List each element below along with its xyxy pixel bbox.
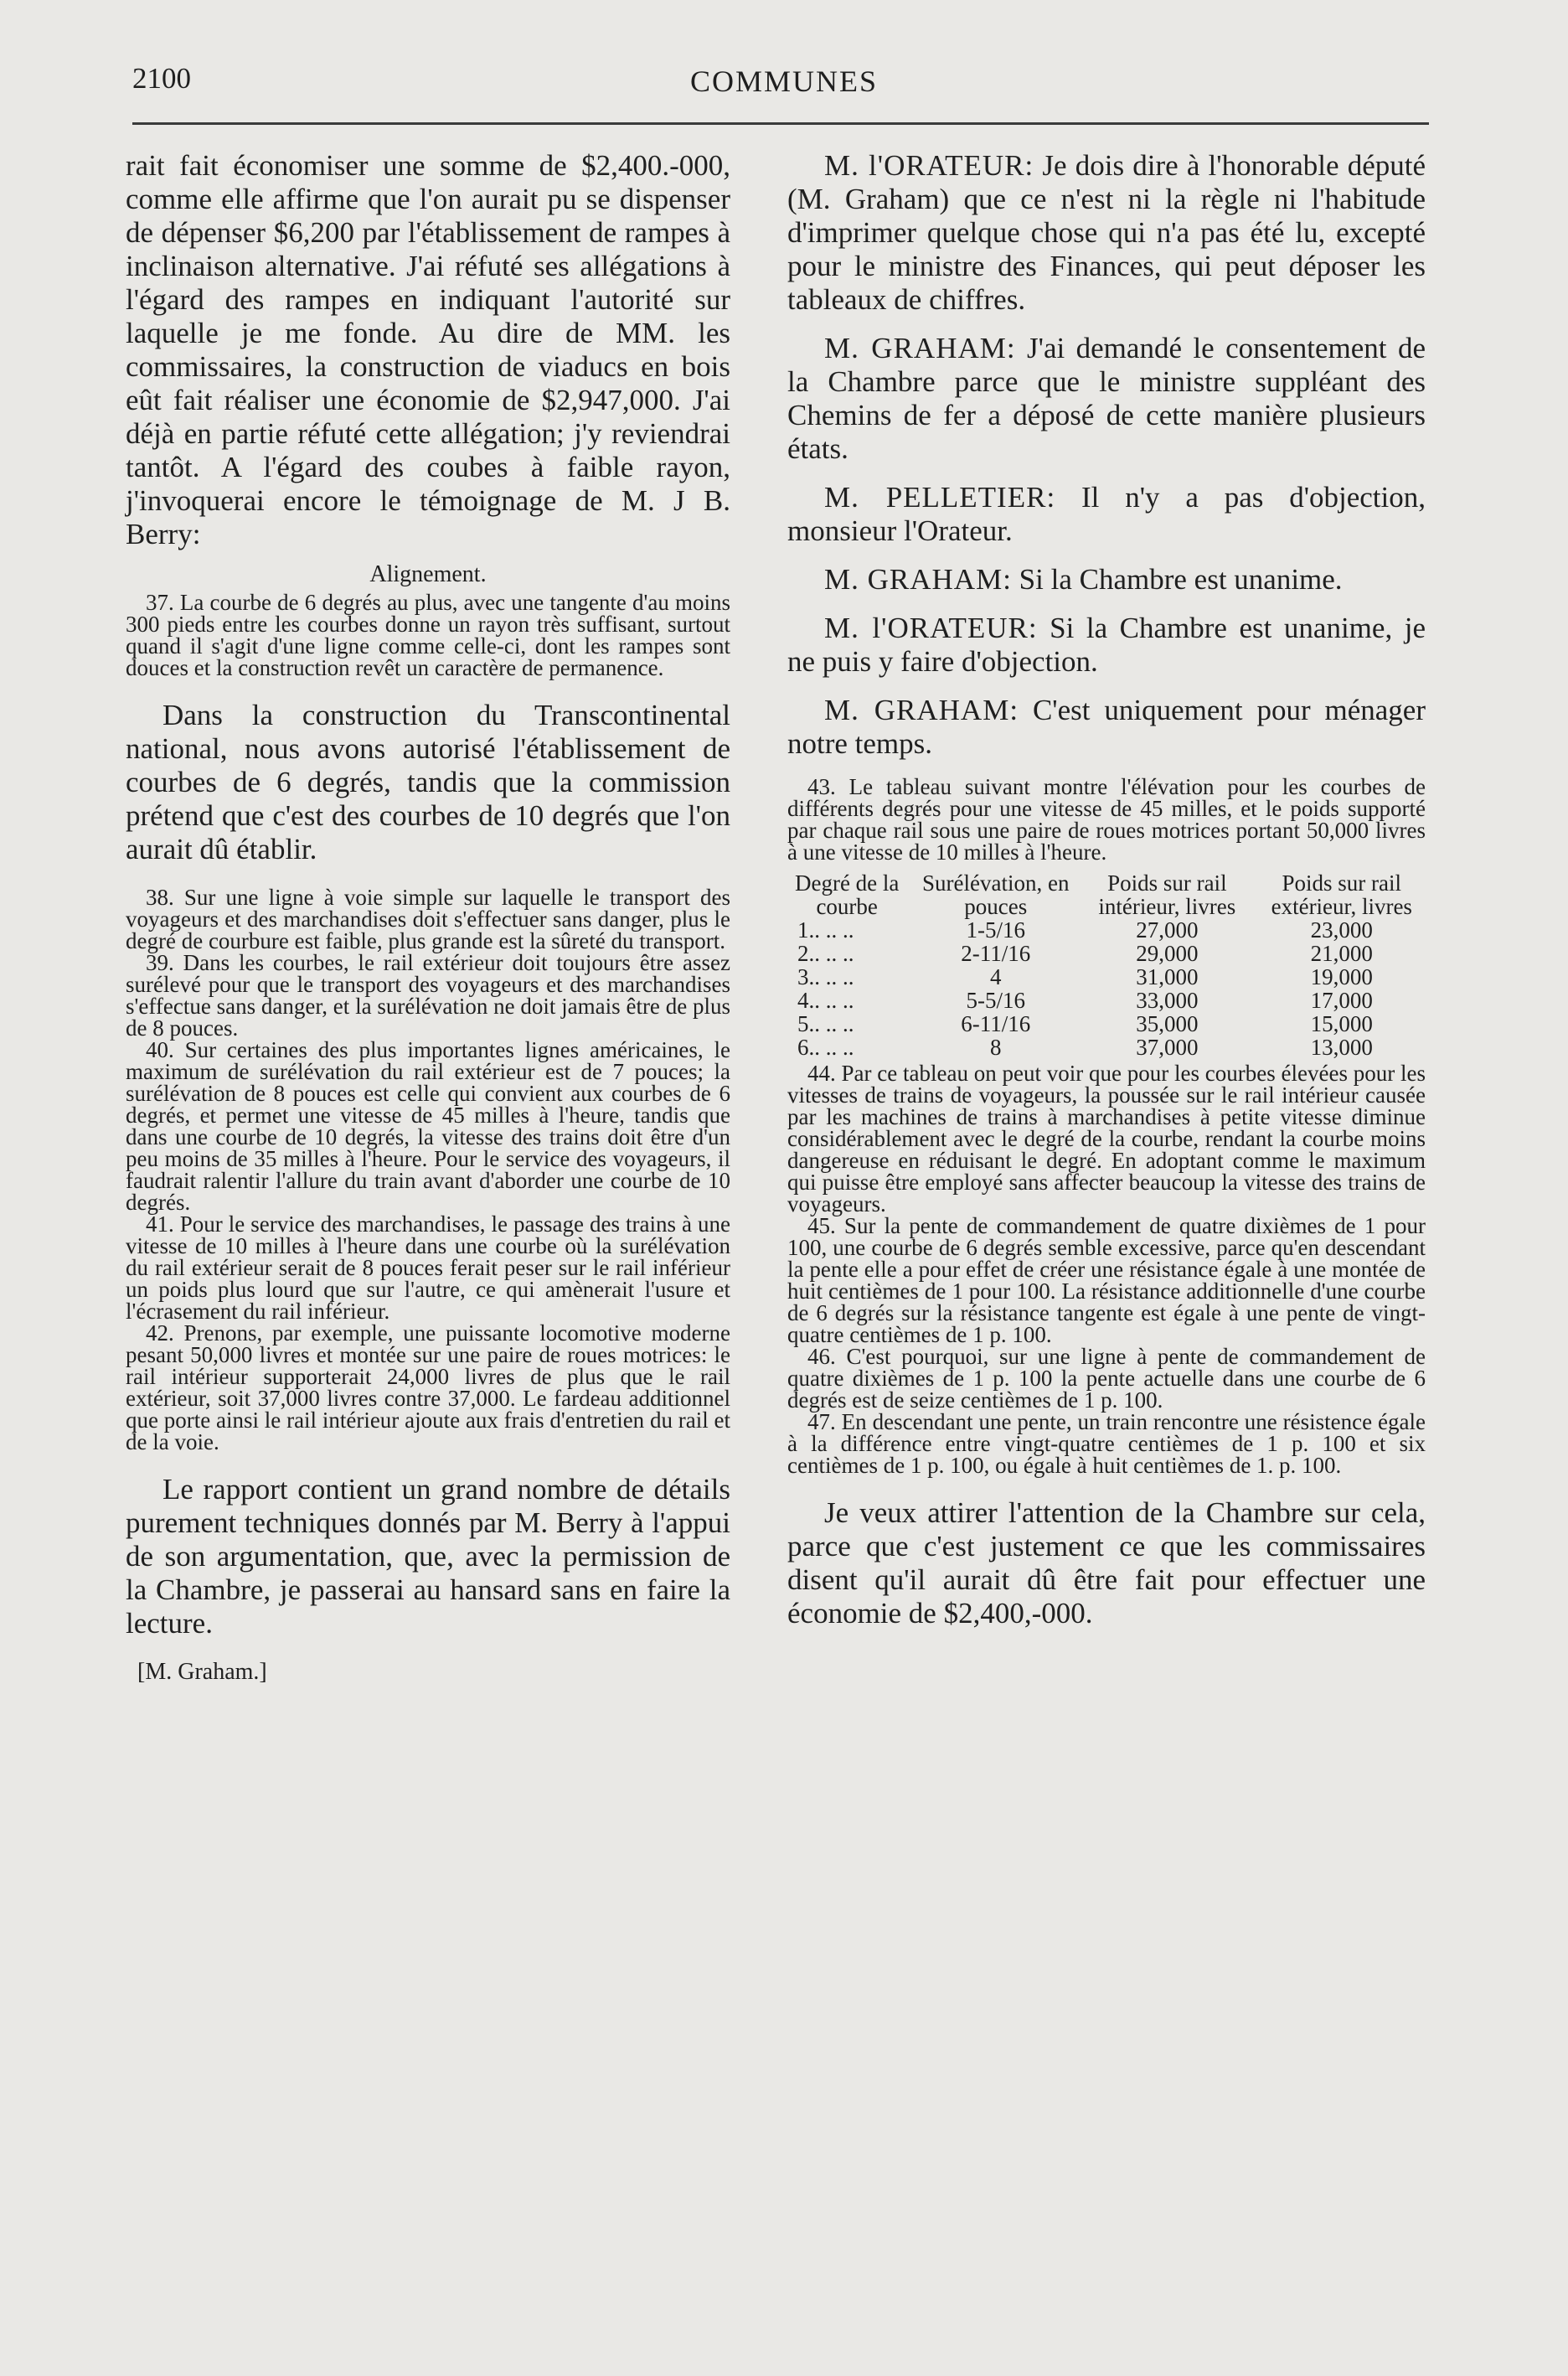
table-cell: 2.. .. .. (797, 941, 854, 966)
extract-item-43: 43. Le tableau suivant montre l'élévation pour les courbes de différents degrés pour une vitesse de 45 milles, et le poids supporté par chaque rail sous une paire de roues motrices portant 50,000 livres à une vitesse de 10 milles à l'heure. (787, 774, 1426, 865)
speech-text: Si la Chambre est unanime. (1019, 563, 1343, 596)
speech-paragraph: Dans la construction du Transcontinental national, nous avons autorisé l'établissement de courbes de 6 degrés, tandis que la commission prétend que c'est des courbes de 10 degrés que l'on aurait dû établir. (126, 699, 730, 865)
table-row (782, 1012, 1429, 1036)
page-number: 2100 (132, 62, 191, 95)
speech-orateur (787, 612, 1426, 679)
extract-item-39: 39. Dans les courbes, le rail extérieur doit toujours être assez surélevé pour que le transport des voyageurs et des marchandises s'effectue sans danger, et la surélévation ne doit jamais être de plus de 8 pouces. (126, 950, 730, 1041)
table-cell: 2-11/16 (961, 941, 1031, 966)
table-row (782, 965, 1429, 989)
right-column (787, 149, 1426, 1630)
superelevation-table (782, 871, 1429, 1059)
table-cell: 17,000 (1310, 988, 1373, 1013)
speech-text: Je dois dire à l'honorable député (M. Graham) que ce n'est ni la règle ni l'habitude d'imprimer quelque chose qui n'a pas été lu, excepté pour le ministre des Finances, qui peut déposer les tableaux de chiffres. (787, 149, 1426, 316)
table-row (782, 989, 1429, 1012)
extract-item-40: 40. Sur certaines des plus importantes lignes américaines, le maximum de surélévation du rail extérieur est de 7 pouces; la surélévation de 8 pouces est celle qui convient aux courbes de 6 degrés, et permet une vitesse de 45 milles à l'heure, tandis que dans une courbe de 10 degrés, la vitesse des trains doit être d'un peu moins de 35 milles à l'heure. Pour le service des voyageurs, il faudrait ralentir l'allure du train avant d'aborder une courbe de 10 degrés. (126, 1037, 730, 1215)
speaker-name: M. GRAHAM: (824, 563, 1012, 596)
extract-item-44: 44. Par ce tableau on peut voir que pour les courbes élevées pour les vitesses de trains de voyageurs, la poussée sur le rail intérieur causée par les machines de trains à marchandises à petite vitesse diminue considérablement avec le degré de la courbe, rendant la courbe moins dangereuse en réduisant le degré. En adoptant comme le maximum qui puisse être employé sans affecter beaucoup la vitesse des trains de voyageurs. (787, 1061, 1426, 1216)
table-cell: 23,000 (1310, 917, 1373, 943)
table-cell: 15,000 (1310, 1011, 1373, 1036)
table-row (782, 942, 1429, 965)
extract-item-41: 41. Pour le service des marchandises, le passage des trains à une vitesse de 10 milles à l'heure dans une courbe où la surélévation du rail extérieur serait de 8 pouces ferait peser sur le rail inférieur un poids plus lourd que sur l'autre, ce qui amènerait l'usure et l'écrasement du rail inférieur. (126, 1211, 730, 1324)
running-title: COMMUNES (689, 65, 879, 98)
table-cell: 8 (990, 1035, 1002, 1060)
speech-text: Il n'y a pas d'objection, monsieur l'Orateur. (787, 481, 1426, 547)
table-cell: 6.. .. .. (797, 1035, 854, 1060)
extract-item-47: 47. En descendant une pente, un train rencontre une résistence égale à la différence entre vingt-quatre centièmes de 1 p. 100 et six centièmes de 1 p. 100, ou égale à huit centièmes de 1. p. 100. (787, 1409, 1426, 1478)
speech-graham (787, 332, 1426, 466)
table-cell: 5.. .. .. (797, 1011, 854, 1036)
speech-graham (787, 694, 1426, 761)
speech-orateur (787, 149, 1426, 317)
table-cell: 1.. .. .. (797, 917, 854, 943)
header-rule (132, 122, 1429, 125)
table-cell: 3.. .. .. (797, 964, 854, 989)
table-cell: 6-11/16 (961, 1011, 1031, 1036)
extract-item-38: 38. Sur une ligne à voie simple sur laquelle le transport des voyageurs et des marchandises doit s'effectuer sans danger, plus le degré de courbure est faible, plus grande est la sûreté du transport. (126, 885, 730, 953)
speech-text: Si la Chambre est unanime, je ne puis y faire d'objection. (787, 612, 1426, 678)
speech-paragraph: Je veux attirer l'attention de la Chambre sur cela, parce que c'est justement ce que les commissaires disent qu'il aurait dû être fait pour effectuer une économie de $2,400,-000. (787, 1496, 1426, 1630)
speaker-attribution: [M. Graham.] (137, 1659, 267, 1685)
speech-paragraph: rait fait économiser une somme de $2,400.-000, comme elle affirme que l'on aurait pu se dispenser de dépenser $6,200 par l'établissement de rampes à inclinaison alternative. J'ai réfuté ses allégations à l'égard des rampes en indiquant l'autorité sur laquelle je me fonde. Au dire de MM. les commissaires, la construction de viaducs en bois eût fait réaliser une économie de $2,947,000. J'ai déjà en partie réfuté cette allégation; j'y reviendrai tantôt. A l'égard des coubes à faible rayon, j'invoquerai encore le témoignage de M. J B. Berry: (126, 149, 730, 550)
extract-item-46: 46. C'est pourquoi, sur une ligne à pente de commandement de quatre dixièmes de 1 p. 100 la pente actuelle dans une courbe de 6 degrés est de seize centièmes de 1 p. 100. (787, 1344, 1426, 1413)
table-header: Poids sur rail intérieur, livres (1098, 870, 1236, 919)
table-cell: 35,000 (1136, 1011, 1199, 1036)
table-cell: 37,000 (1136, 1035, 1199, 1060)
speaker-name: M. l'ORATEUR: (824, 612, 1038, 644)
speaker-name: M. PELLETIER: (824, 481, 1056, 514)
table-cell: 13,000 (1310, 1035, 1373, 1060)
extract-item-45: 45. Sur la pente de commandement de quatre dixièmes de 1 pour 100, une courbe de 6 degrés semble excessive, parce qu'en descendant la pente elle a pour effet de créer une résistance égale à une montée de huit centièmes de 1 pour 100. La résistance additionnelle d'une courbe de 6 degrés sur la résistance tangente est égale à une pente de vingt-quatre centièmes de 1 p. 100. (787, 1213, 1426, 1347)
table-cell: 19,000 (1310, 964, 1373, 989)
table-cell: 5-5/16 (966, 988, 1025, 1013)
table-cell: 4 (990, 964, 1002, 989)
speaker-name: M. GRAHAM: (824, 694, 1019, 726)
table-cell: 33,000 (1136, 988, 1199, 1013)
table-row (782, 1036, 1429, 1059)
speech-text: J'ai demandé le consentement de la Chambre parce que le ministre suppléant des Chemins de fer a déposé de cette manière plusieurs états. (787, 332, 1426, 465)
speech-text: C'est uniquement pour ménager notre temps. (787, 694, 1426, 760)
table-cell: 4.. .. .. (797, 988, 854, 1013)
speaker-name: M. GRAHAM: (824, 332, 1016, 364)
speaker-name: M. l'ORATEUR: (824, 149, 1034, 182)
speech-paragraph: Le rapport contient un grand nombre de détails purement techniques donnés par M. Berry à l'appui de son argumentation, que, avec la permission de la Chambre, je passerai au hansard sans en faire la lecture. (126, 1473, 730, 1640)
table-header: Degré de la courbe (794, 870, 900, 919)
table-cell: 21,000 (1310, 941, 1373, 966)
table-header: Poids sur rail extérieur, livres (1271, 870, 1412, 919)
left-column (126, 149, 730, 1686)
speech-graham (787, 563, 1426, 597)
table-row (782, 918, 1429, 942)
extract-item-42: 42. Prenons, par exemple, une puissante locomotive moderne pesant 50,000 livres et montée sur une paire de roues motrices: le rail intérieur supporterait 24,000 livres de plus que le rail extérieur, soit 37,000 livres contre 37,000. Le fardeau additionnel que porte ainsi le rail intérieur ajoute aux frais d'entretien du rail et de la voie. (126, 1320, 730, 1454)
table-cell: 29,000 (1136, 941, 1199, 966)
extract-heading: Alignement. (369, 561, 487, 587)
extract-item-37: 37. La courbe de 6 degrés au plus, avec une tangente d'au moins 300 pieds entre les courbes donne un rayon très suffisant, surtout quand il s'agit d'une ligne comme celle-ci, dont les rampes sont douces et la construction revêt un caractère de permanence. (126, 590, 730, 680)
table-cell: 31,000 (1136, 964, 1199, 989)
speech-pelletier (787, 481, 1426, 548)
table-cell: 27,000 (1136, 917, 1199, 943)
table-cell: 1-5/16 (966, 917, 1025, 943)
table-header: Surélévation, en pouces (922, 870, 1070, 919)
